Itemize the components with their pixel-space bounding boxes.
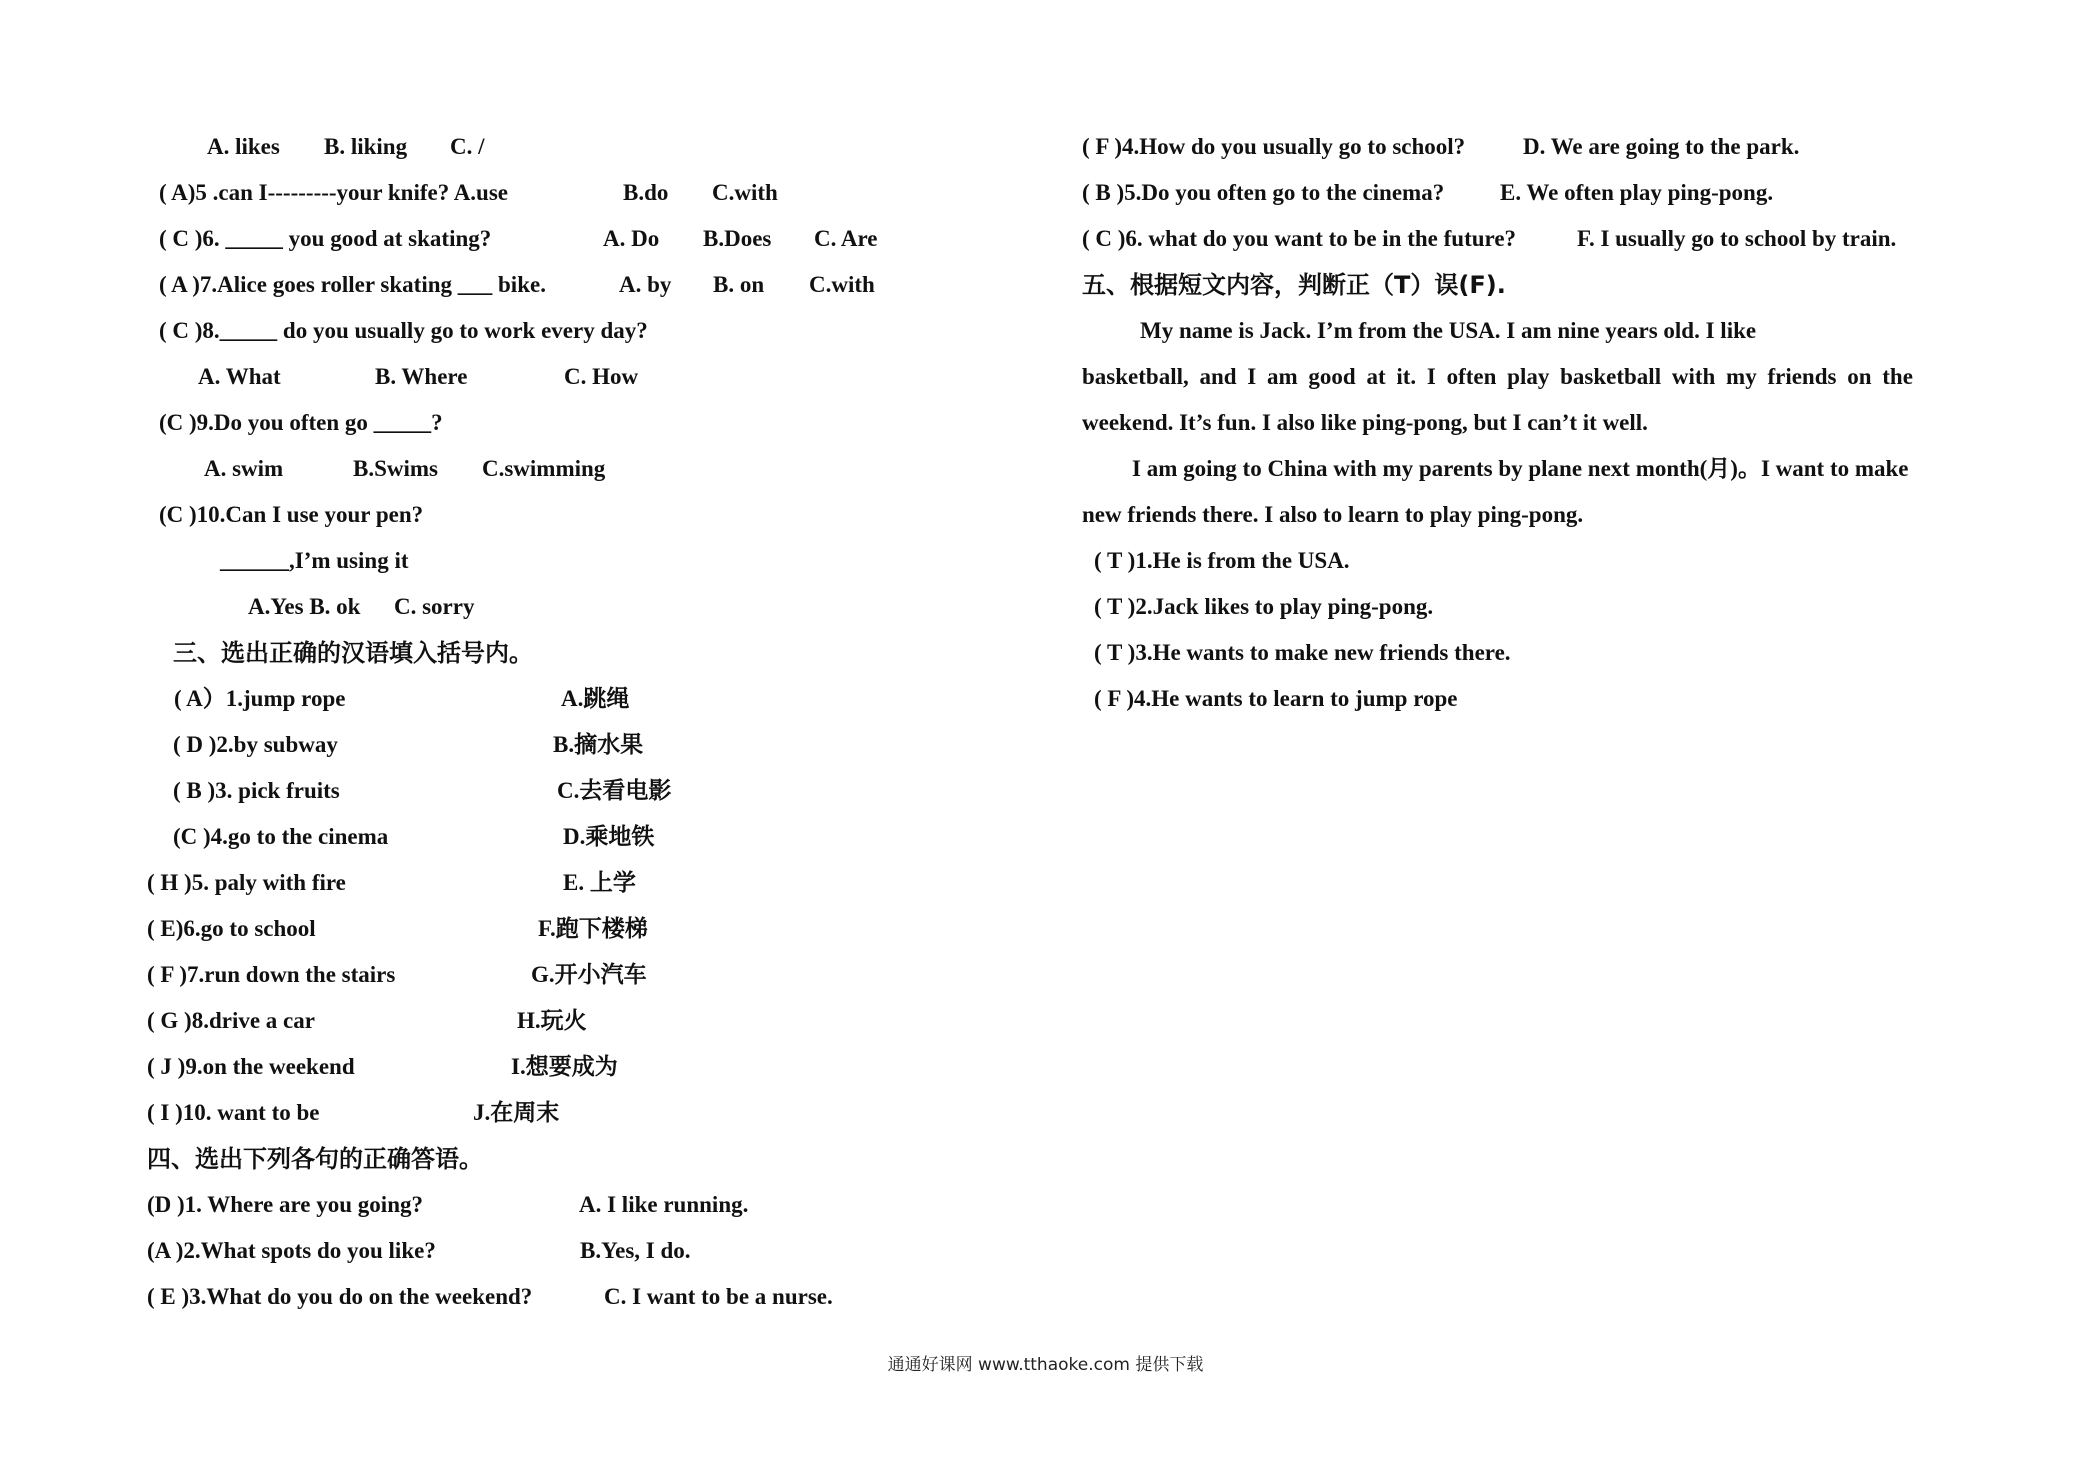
question-7 (147, 262, 937, 308)
response-answer: D. We are going to the park. (1523, 134, 1800, 159)
passage-text: I am going to China with my parents by plane next month(月)。I want to make (1132, 456, 1909, 481)
option-c: C. Are (814, 226, 878, 251)
section-4-heading (147, 1136, 937, 1182)
footer-source: 通通好课网 www.tthaoke.com 提供下载 (887, 1355, 1204, 1375)
match-item: ( D )2.by subway (173, 732, 338, 757)
option-c: C.with (809, 272, 875, 297)
response-question: ( B )5.Do you often go to the cinema? (1082, 180, 1445, 205)
question-text: (C )10.Can I use your pen? (159, 502, 424, 527)
heading-text: 五、根据短文内容，判断正（T）误(F). (1082, 271, 1506, 299)
question-text: ( C )8._____ do you usually go to work every day? (159, 318, 648, 343)
option-a: A. Do (603, 226, 660, 251)
response-question: ( E )3.What do you do on the weekend? (147, 1284, 533, 1309)
heading-text: 四、选出下列各句的正确答语。 (147, 1145, 483, 1173)
passage-line-1 (1082, 308, 1982, 354)
passage-line-2 (1082, 354, 1982, 400)
match-8 (147, 998, 937, 1044)
passage-text: basketball, and I am good at it. I often play basketball with my friends on the (1082, 364, 1913, 389)
match-answer: B.摘水果 (553, 732, 644, 757)
response-2 (147, 1228, 937, 1274)
response-answer: E. We often play ping-pong. (1500, 180, 1774, 205)
response-question: (D )1. Where are you going? (147, 1192, 423, 1217)
response-answer: C. I want to be a nurse. (604, 1284, 833, 1309)
option-a: A. What (198, 364, 281, 389)
section-3-heading (147, 630, 937, 676)
response-1 (147, 1182, 937, 1228)
option-a: A. likes (207, 134, 280, 159)
response-5 (1082, 170, 1982, 216)
question-text: (C )9.Do you often go _____? (159, 410, 443, 435)
match-item: ( F )7.run down the stairs (147, 962, 396, 987)
question-10-options (147, 584, 937, 630)
response-answer: A. I like running. (579, 1192, 749, 1217)
match-4 (147, 814, 937, 860)
question-text: ______,I’m using it (220, 548, 409, 573)
option-b: B.Does (703, 226, 772, 251)
response-question: (A )2.What spots do you like? (147, 1238, 436, 1263)
match-6 (147, 906, 937, 952)
match-5 (147, 860, 937, 906)
passage-line-3 (1082, 400, 1982, 446)
true-false-2 (1082, 584, 1982, 630)
match-item: ( E)6.go to school (147, 916, 316, 941)
match-answer: C.去看电影 (557, 778, 672, 803)
true-false-1 (1082, 538, 1982, 584)
option-a: A.Yes B. ok (248, 594, 361, 619)
response-4 (1082, 124, 1982, 170)
option-b: B.do (623, 180, 669, 205)
match-answer: J.在周末 (473, 1100, 560, 1125)
match-item: ( B )3. pick fruits (173, 778, 340, 803)
match-item: ( H )5. paly with fire (147, 870, 346, 895)
match-answer: E. 上学 (563, 870, 636, 895)
passage-line-5 (1082, 492, 1982, 538)
option-c: C. How (564, 364, 639, 389)
left-column (147, 124, 937, 1320)
option-c: C. sorry (394, 594, 475, 619)
response-6 (1082, 216, 1982, 262)
match-2 (147, 722, 937, 768)
question-10 (147, 492, 937, 538)
option-c: C.with (712, 180, 778, 205)
match-7 (147, 952, 937, 998)
heading-text: 三、选出正确的汉语填入括号内。 (173, 639, 533, 667)
option-b: B. on (713, 272, 765, 297)
match-9 (147, 1044, 937, 1090)
true-false-3 (1082, 630, 1982, 676)
passage-text: new friends there. I also to learn to play ping-pong. (1082, 502, 1584, 527)
option-c: C. / (450, 134, 485, 159)
statement: ( T )1.He is from the USA. (1094, 548, 1350, 573)
right-column (1082, 124, 1982, 722)
option-a: A. swim (204, 456, 284, 481)
option-b: B.Swims (353, 456, 438, 481)
option-a: A. by (619, 272, 672, 297)
question-9-options (147, 446, 937, 492)
true-false-4 (1082, 676, 1982, 722)
question-8-options (147, 354, 937, 400)
passage-text: My name is Jack. I’m from the USA. I am nine years old. I like (1140, 318, 1757, 343)
q4-options (147, 124, 937, 170)
question-9 (147, 400, 937, 446)
match-item: ( A）1.jump rope (174, 686, 346, 711)
statement: ( T )3.He wants to make new friends there. (1094, 640, 1511, 665)
match-answer: A.跳绳 (561, 686, 630, 711)
response-answer: F. I usually go to school by train. (1577, 226, 1897, 251)
question-5 (147, 170, 937, 216)
match-item: ( J )9.on the weekend (147, 1054, 355, 1079)
match-item: (C )4.go to the cinema (173, 824, 389, 849)
match-10 (147, 1090, 937, 1136)
match-answer: G.开小汽车 (531, 962, 647, 987)
option-c: C.swimming (482, 456, 606, 481)
response-3 (147, 1274, 937, 1320)
statement: ( T )2.Jack likes to play ping-pong. (1094, 594, 1434, 619)
question-10-blank (147, 538, 937, 584)
response-answer: B.Yes, I do. (580, 1238, 691, 1263)
response-question: ( F )4.How do you usually go to school? (1082, 134, 1466, 159)
match-3 (147, 768, 937, 814)
match-answer: D.乘地铁 (563, 824, 655, 849)
option-b: B. Where (375, 364, 468, 389)
match-answer: I.想要成为 (511, 1054, 618, 1079)
section-5-heading (1082, 262, 1982, 308)
question-text: ( A)5 .can I---------your knife? A.use (159, 180, 509, 205)
passage-line-4 (1082, 446, 1982, 492)
match-answer: H.玩火 (517, 1008, 587, 1033)
statement: ( F )4.He wants to learn to jump rope (1094, 686, 1458, 711)
question-text: ( C )6. _____ you good at skating? (159, 226, 492, 251)
match-item: ( G )8.drive a car (147, 1008, 315, 1033)
passage-text: weekend. It’s fun. I also like ping-pong, but I can’t it well. (1082, 410, 1648, 435)
question-text: ( A )7.Alice goes roller skating ___ bike. (159, 272, 546, 297)
match-answer: F.跑下楼梯 (538, 916, 648, 941)
response-question: ( C )6. what do you want to be in the future? (1082, 226, 1517, 251)
match-item: ( I )10. want to be (147, 1100, 320, 1125)
question-8 (147, 308, 937, 354)
match-1 (147, 676, 937, 722)
question-6 (147, 216, 937, 262)
option-b: B. liking (324, 134, 408, 159)
